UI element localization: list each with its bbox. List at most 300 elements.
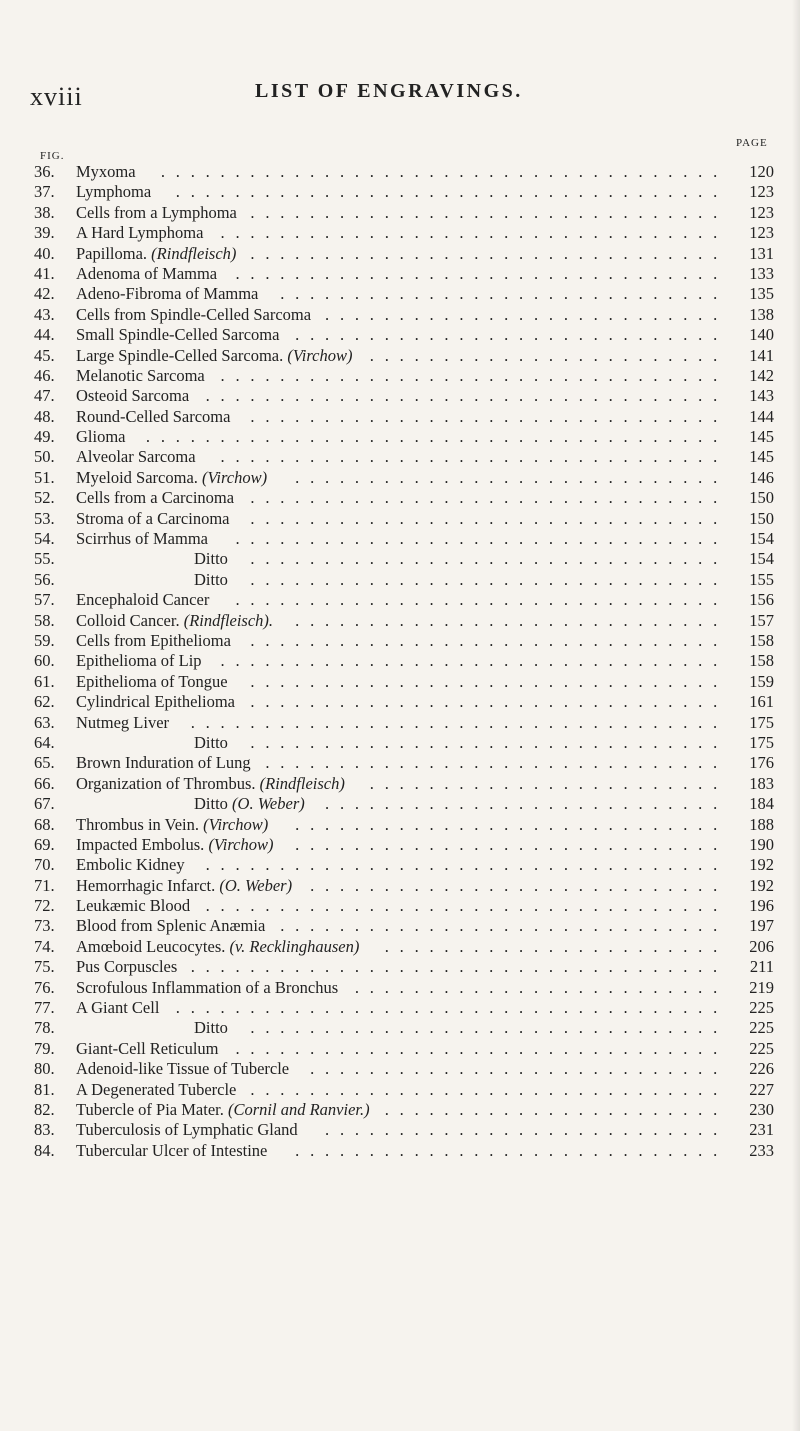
page-reference: 144 [749,406,774,426]
dot-leader: ..................................... [175,182,728,202]
figure-title [76,916,265,936]
list-item [34,407,774,427]
figure-number: 65. [34,753,55,773]
list-item [34,794,774,814]
running-title: LIST OF ENGRAVINGS. [255,80,523,102]
dot-leader: ................................ [250,630,728,650]
figure-number: 66. [34,773,55,793]
figure-title [76,182,151,202]
page-reference: 226 [749,1059,774,1079]
page-reference: 206 [749,936,774,956]
figure-number: 37. [34,182,55,202]
figure-title-text: Hemorrhagic Infarct. [76,875,216,895]
figure-title [76,509,230,529]
figure-title [76,998,159,1018]
page-reference: 150 [749,488,774,508]
dot-leader: ........................... [325,794,728,814]
list-item [34,1018,774,1038]
dot-leader: ..................................... [175,998,728,1018]
page-reference: 123 [749,223,774,243]
list-item [34,774,774,794]
page-reference: 138 [749,304,774,324]
dot-leader: ................................ [250,243,728,263]
figure-title-text: Nutmeg Liver [76,712,170,732]
dot-leader: ................................... [205,896,728,916]
figure-title [76,631,231,651]
list-item [34,447,774,467]
figure-title [76,713,169,733]
figure-title [76,1100,370,1120]
dot-leader: ................................. [235,1038,728,1058]
figure-title-text: Cells from Spindle-Celled Sarcoma [76,304,312,324]
figure-number: 52. [34,488,55,508]
figure-title [76,407,230,427]
figure-title-text: Stroma of a Carcinoma [76,508,230,528]
dot-leader: ................................... [205,855,728,875]
figure-credit: (O. Weber) [232,794,305,814]
list-item [34,1039,774,1059]
figure-title-text: Adenoid-like Tissue of Tubercle [76,1059,290,1079]
list-item [34,203,774,223]
figure-title-text: Ditto [194,1018,228,1038]
figure-title-text: Adenoma of Mamma [76,263,218,283]
dot-leader: ................................ [250,508,728,528]
figure-credit: (Virchow) [208,834,274,854]
figure-credit: (Virchow) [287,345,353,365]
figure-title-text: A Degenerated Tubercle [76,1079,237,1099]
list-item [34,1059,774,1079]
figure-number: 79. [34,1038,55,1058]
list-item [34,611,774,631]
figure-number: 72. [34,896,55,916]
figure-number: 62. [34,692,55,712]
figure-title-text: Tubercle of Pia Mater. [76,1099,224,1119]
figure-number: 53. [34,508,55,528]
page-reference: 184 [749,794,774,814]
list-item [34,692,774,712]
dot-leader: ................................... [205,386,728,406]
figure-title-text: Organization of Thrombus. [76,773,256,793]
figure-title-text: Cells from Epithelioma [76,630,231,650]
dot-leader: ............................... [265,753,728,773]
page-reference: 225 [749,998,774,1018]
figure-title [76,284,258,304]
page-reference: 190 [749,834,774,854]
list-item [34,651,774,671]
list-item [34,631,774,651]
figure-title [194,794,305,814]
figure-title-text: Colloid Cancer. [76,610,180,630]
figure-title [76,1059,289,1079]
figure-title [76,957,177,977]
figure-title [76,162,136,182]
dot-leader: .................................. [220,223,728,243]
figure-number: 78. [34,1018,55,1038]
list-item [34,937,774,957]
figure-title-text: Leukæmic Blood [76,896,191,916]
list-item [34,835,774,855]
list-item [34,1100,774,1120]
figure-title-text: Cylindrical Epithelioma [76,692,236,712]
list-item [34,346,774,366]
figure-number: 82. [34,1099,55,1119]
figure-title [76,896,190,916]
figure-number: 46. [34,365,55,385]
list-item [34,244,774,264]
figure-number: 60. [34,651,55,671]
figure-title-text: Lymphoma [76,182,152,202]
dot-leader: .................................. [220,365,728,385]
figure-number: 36. [34,162,55,181]
figure-title [76,366,205,386]
page-reference: 225 [749,1018,774,1038]
dot-leader: ...................................... [160,162,728,181]
figure-title-text: Glioma [76,427,126,447]
fig-column-label: FIG. [40,150,65,162]
figure-number: 39. [34,223,55,243]
page-reference: 157 [749,610,774,630]
page-reference: 131 [749,243,774,263]
engravings-list [34,162,774,1161]
page-reference: 155 [749,569,774,589]
figure-title [76,774,345,794]
figure-number: 70. [34,855,55,875]
page-reference: 154 [749,529,774,549]
list-item [34,876,774,896]
figure-number: 56. [34,569,55,589]
figure-title [76,692,235,712]
list-item [34,529,774,549]
figure-title [76,753,251,773]
list-item [34,264,774,284]
page-reference: 175 [749,732,774,752]
figure-number: 40. [34,243,55,263]
list-item [34,753,774,773]
figure-title-text: Round-Celled Sarcoma [76,406,231,426]
dot-leader: .................................. [220,651,728,671]
figure-title-text: Adeno-Fibroma of Mamma [76,284,259,304]
figure-title-text: Large Spindle-Celled Sarcoma. [76,345,284,365]
figure-title-text: A Hard Lymphoma [76,223,204,243]
figure-title-text: Ditto [194,549,228,569]
figure-title [76,203,237,223]
dot-leader: ............................. [295,834,728,854]
figure-title [194,549,228,569]
page-reference: 196 [749,896,774,916]
figure-credit: (Cornil and Ranvier.) [228,1099,370,1119]
figure-title-text: Encephaloid Cancer [76,590,210,610]
figure-number: 45. [34,345,55,365]
figure-title-text: Ditto [194,569,228,589]
dot-leader: ........................ [369,345,728,365]
figure-title-text: Giant-Cell Reticulum [76,1038,219,1058]
page-reference: 197 [749,916,774,936]
page-number: xviii [30,82,83,111]
page-reference: 188 [749,814,774,834]
figure-title-text: Small Spindle-Celled Sarcoma [76,325,280,345]
figure-number: 76. [34,977,55,997]
figure-number: 44. [34,325,55,345]
figure-title [76,978,338,998]
dot-leader: ............................. [295,610,728,630]
figure-title-text: Ditto [194,732,228,752]
figure-number: 47. [34,386,55,406]
figure-number: 48. [34,406,55,426]
list-item [34,366,774,386]
figure-number: 71. [34,875,55,895]
figure-number: 61. [34,671,55,691]
figure-title [76,835,274,855]
figure-title [76,529,208,549]
figure-credit: (Virchow) [203,814,269,834]
dot-leader: ................................ [250,1079,728,1099]
figure-number: 54. [34,529,55,549]
dot-leader: ............................. [295,1140,728,1160]
figure-title-text: Osteoid Sarcoma [76,386,190,406]
page-reference: 154 [749,549,774,569]
page-reference: 230 [749,1099,774,1119]
figure-title-text: Epithelioma of Tongue [76,671,228,691]
figure-title [194,1018,228,1038]
figure-title-text: Myxoma [76,162,136,181]
dot-leader: ............................. [295,467,728,487]
page-reference: 133 [749,263,774,283]
figure-title [76,937,359,957]
figure-number: 41. [34,263,55,283]
figure-number: 64. [34,732,55,752]
figure-title [76,447,196,467]
page-reference: 145 [749,427,774,447]
page-reference: 183 [749,773,774,793]
list-item [34,509,774,529]
page-reference: 150 [749,508,774,528]
page-reference: 142 [749,365,774,385]
dot-leader: ................................ [250,406,728,426]
dot-leader: ............................. [295,325,728,345]
figure-title-text: Ditto [194,794,228,814]
page-edge-shadow [792,0,800,1431]
figure-title [76,1120,298,1140]
page-reference: 123 [749,202,774,222]
page-reference: 145 [749,447,774,467]
dot-leader: ............................ [310,875,728,895]
figure-title [76,427,126,447]
list-item [34,223,774,243]
figure-number: 63. [34,712,55,732]
figure-credit: (Rindfleisch) [259,773,345,793]
dot-leader: ....................................... [145,427,728,447]
figure-title-text: Tuberculosis of Lymphatic Gland [76,1120,298,1140]
page-reference: 120 [749,162,774,181]
figure-title [76,346,352,366]
figure-number: 43. [34,304,55,324]
figure-number: 68. [34,814,55,834]
figure-number: 81. [34,1079,55,1099]
page-reference: 156 [749,590,774,610]
figure-number: 83. [34,1120,55,1140]
dot-leader: ................................. [235,529,728,549]
list-item [34,713,774,733]
figure-title [194,733,228,753]
figure-number: 69. [34,834,55,854]
dot-leader: .................................... [190,957,728,977]
page-reference: 225 [749,1038,774,1058]
page-reference: 123 [749,182,774,202]
figure-title-text: Epithelioma of Lip [76,651,202,671]
list-item [34,590,774,610]
list-item [34,182,774,202]
figure-number: 74. [34,936,55,956]
dot-leader: .................................... [190,712,728,732]
figure-number: 38. [34,202,55,222]
list-item [34,815,774,835]
dot-leader: ........................ [369,773,728,793]
figure-title [76,1039,219,1059]
figure-title-text: Melanotic Sarcoma [76,365,205,385]
page-reference: 135 [749,284,774,304]
dot-leader: ....................... [384,1099,728,1119]
page-reference: 192 [749,855,774,875]
figure-number: 58. [34,610,55,630]
dot-leader: ................................ [250,692,728,712]
figure-number: 57. [34,590,55,610]
page-reference: 146 [749,467,774,487]
figure-title [76,672,228,692]
page-reference: 227 [749,1079,774,1099]
page-reference: 158 [749,651,774,671]
figure-title [76,1080,236,1100]
dot-leader: ......................... [354,977,728,997]
page-reference: 176 [749,753,774,773]
figure-title-text: Impacted Embolus. [76,834,205,854]
figure-number: 84. [34,1140,55,1160]
figure-title [76,386,189,406]
list-item [34,427,774,447]
page-reference: 140 [749,325,774,345]
page-reference: 141 [749,345,774,365]
list-item [34,957,774,977]
page-reference: 231 [749,1120,774,1140]
list-item [34,978,774,998]
list-item [34,1141,774,1161]
figure-title-text: Scirrhus of Mamma [76,529,208,549]
page-reference: 143 [749,386,774,406]
dot-leader: .............................. [280,284,728,304]
figure-title-text: A Giant Cell [76,998,160,1018]
figure-title [76,855,185,875]
page-reference: 219 [749,977,774,997]
figure-title-text: Brown Induration of Lung [76,753,251,773]
figure-title-text: Blood from Splenic Anæmia [76,916,266,936]
figure-title [76,590,209,610]
page-reference: 159 [749,671,774,691]
list-item [34,1120,774,1140]
figure-number: 55. [34,549,55,569]
list-item [34,488,774,508]
dot-leader: ........................... [325,1120,728,1140]
page-column-label: PAGE [736,137,768,149]
figure-title-text: Cells from a Carcinoma [76,488,235,508]
figure-title-text: Alveolar Sarcoma [76,447,196,467]
figure-number: 73. [34,916,55,936]
list-item [34,998,774,1018]
figure-title [76,244,236,264]
list-item [34,386,774,406]
figure-title-text: Scrofulous Inflammation of a Bronchus [76,977,339,997]
figure-title [76,815,268,835]
dot-leader: ................................ [250,569,728,589]
figure-number: 59. [34,630,55,650]
list-item [34,284,774,304]
figure-title [76,651,202,671]
list-item [34,549,774,569]
list-item [34,1080,774,1100]
figure-title-text: Thrombus in Vein. [76,814,199,834]
list-item [34,305,774,325]
figure-title [76,1141,267,1161]
figure-title [76,611,273,631]
dot-leader: ................................ [250,488,728,508]
figure-number: 50. [34,447,55,467]
dot-leader: ................................ [250,549,728,569]
dot-leader: ................................ [250,202,728,222]
list-item [34,733,774,753]
list-item [34,468,774,488]
list-item [34,916,774,936]
figure-title-text: Myeloid Sarcoma. [76,467,198,487]
dot-leader: ................................. [235,263,728,283]
figure-credit: (Rindfleisch) [151,243,237,263]
figure-title-text: Pus Corpuscles [76,957,178,977]
dot-leader: ............................ [310,1059,728,1079]
figure-credit: (Rindfleisch). [183,610,274,630]
figure-credit: (Virchow) [202,467,268,487]
dot-leader: ........................... [325,304,728,324]
figure-number: 67. [34,794,55,814]
figure-title [76,876,292,896]
figure-title-text: Embolic Kidney [76,855,185,875]
dot-leader: ............................. [295,814,728,834]
figure-title [76,488,234,508]
figure-title-text: Tubercular Ulcer of Intestine [76,1140,268,1160]
page-reference: 211 [749,957,774,977]
list-item [34,325,774,345]
figure-number: 49. [34,427,55,447]
list-item [34,570,774,590]
figure-credit: (O. Weber) [219,875,293,895]
figure-number: 77. [34,998,55,1018]
figure-title [76,325,279,345]
dot-leader: .................................. [220,447,728,467]
list-item [34,162,774,182]
figure-title-text: Cells from a Lymphoma [76,202,237,222]
figure-title [76,264,217,284]
figure-title [76,468,267,488]
page-reference: 161 [749,692,774,712]
page-reference: 192 [749,875,774,895]
list-item [34,672,774,692]
figure-title [76,305,311,325]
dot-leader: .............................. [280,916,728,936]
figure-number: 75. [34,957,55,977]
dot-leader: ....................... [384,936,728,956]
figure-title-text: Papilloma. [76,243,148,263]
dot-leader: ................................ [250,671,728,691]
figure-number: 80. [34,1059,55,1079]
figure-number: 51. [34,467,55,487]
figure-title [194,570,228,590]
page-reference: 158 [749,630,774,650]
